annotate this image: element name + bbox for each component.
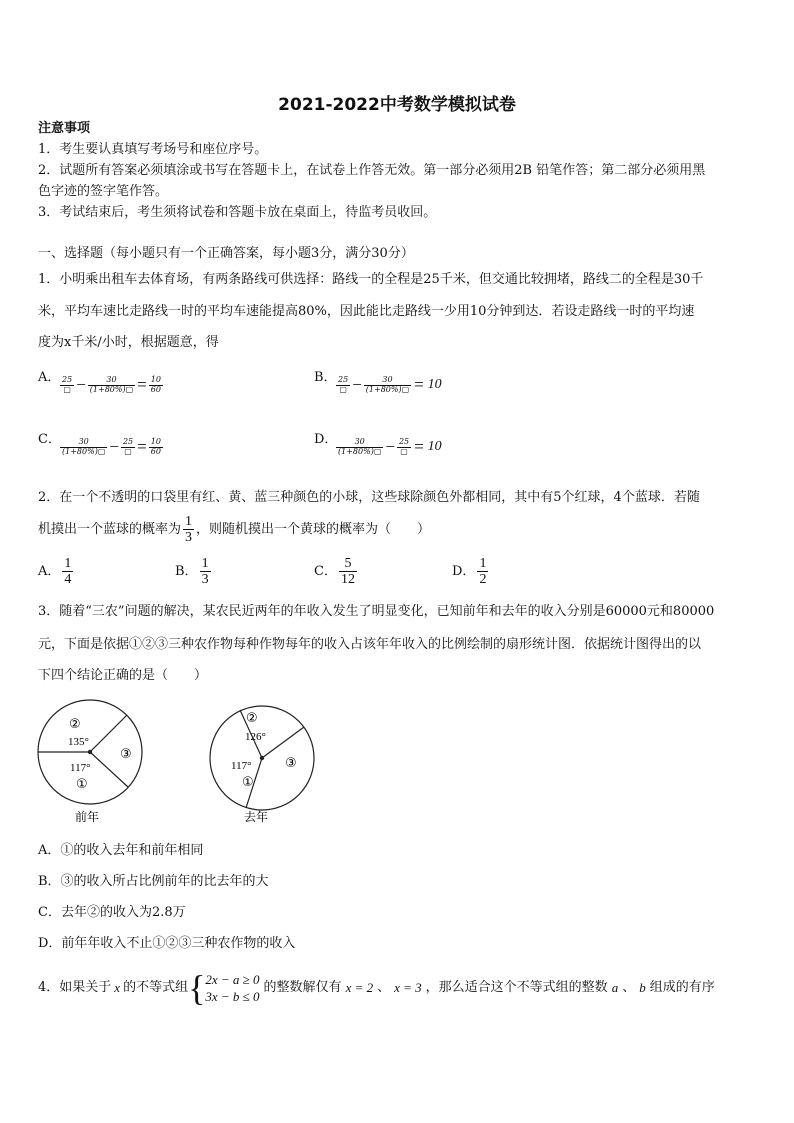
option-a[interactable]: A． $\frac{1}{4}$	[38, 556, 72, 588]
angle-label: 126°	[245, 731, 266, 743]
option-c[interactable]: C． $\frac{5}{12}$	[314, 556, 355, 588]
option-b[interactable]: B． $\frac{1}{3}$	[175, 556, 209, 588]
option-d[interactable]: D．前年年收入不止①②③三种农作物的收入	[38, 936, 296, 951]
option-b[interactable]: B．③的收入所占比例前年的比去年的大	[38, 874, 269, 889]
option-c-formula: $\frac{30}{(1+80\%)▢}$ − $\frac{25}{▢}$ = $\frac{10}{60}$	[62, 436, 161, 456]
pie-label: ①	[242, 775, 254, 790]
pie-chart-last-year	[210, 706, 314, 824]
pie-label: ②	[69, 717, 81, 732]
option-label: B．	[314, 370, 337, 385]
question-line: 下四个结论正确的是（ ）	[38, 668, 208, 683]
pie-caption: 去年	[244, 810, 269, 824]
inequality-system: 2x − a ≥ 0 3x − b ≤ 0	[205, 972, 260, 1004]
option-b-formula: $\frac{25}{▢}$ − $\frac{30}{(1+80\%)▢}$ = 10	[338, 374, 442, 394]
question-line: 度为x千米/小时，根据题意，得	[38, 335, 219, 350]
question-line: 2．在一个不透明的口袋里有红、黄、蓝三种颜色的小球，这些球除颜色外都相同，其中有5个红球，4个蓝球．若随	[38, 490, 700, 505]
angle-label: 117°	[70, 762, 91, 774]
pie-charts	[30, 695, 340, 830]
pie-label: ①	[76, 777, 88, 792]
question-line: 1．小明乘出租车去体育场，有两条路线可供选择：路线一的全程是25千米，但交通比较拥堵，路线二的全程是30千	[38, 272, 704, 287]
notice-item: 色字迹的签字笔作答。	[38, 184, 169, 199]
pie-label: ②	[246, 711, 258, 726]
option-label: C．	[38, 432, 61, 447]
option-d[interactable]: D． $\frac{1}{2}$	[452, 556, 487, 588]
pie-chart-prior-year	[38, 700, 142, 824]
pie-caption: 前年	[75, 810, 100, 824]
angle-label: 135°	[68, 736, 89, 748]
question-line: 4．如果关于 x 的不等式组 { 2x − a ≥ 0 3x − b ≤ 0 的整数解仅有 x = 2 、 x = 3 ，那么适合这个不等式组的整数 a 、 b 组成的有序	[38, 968, 715, 1008]
notice-item: 3．考试结束后，考生须将试卷和答题卡放在桌面上，待监考员收回。	[38, 205, 437, 220]
question-line: 3．随着“三农”问题的解决，某农民近两年的年收入发生了明显变化，已知前年和去年的收入分别是60000元和80000	[38, 604, 715, 619]
brace-icon: {	[188, 968, 206, 1008]
notice-heading: 注意事项	[38, 121, 91, 136]
question-line: 机摸出一个蓝球的概率为 $\frac{1}{3}$ ，则随机摸出一个黄球的概率为（ ）	[38, 514, 431, 546]
option-d-formula: $\frac{30}{(1+80\%)▢}$ − $\frac{25}{▢}$ = 10	[338, 436, 442, 456]
pie-label: ③	[120, 747, 132, 762]
notice-item: 2．试题所有答案必须填涂或书写在答题卡上，在试卷上作答无效。第一部分必须用2B 铅笔作答；第二部分必须用黑	[38, 163, 706, 178]
question-line: 米，平均车速比走路线一时的平均车速能提高80%，因此能比走路线一少用10分钟到达．若设走路线一时的平均速	[38, 304, 695, 319]
option-label: A．	[38, 370, 61, 385]
option-label: D．	[314, 432, 338, 447]
option-c[interactable]: C．去年②的收入为2.8万	[38, 905, 186, 920]
section-heading: 一、选择题（每小题只有一个正确答案，每小题3分，满分30分）	[38, 246, 414, 261]
option-a[interactable]: A．①的收入去年和前年相同	[38, 843, 204, 858]
page-title: 2021-2022中考数学模拟试卷	[278, 95, 516, 115]
pie-label: ③	[285, 756, 297, 771]
notice-item: 1．考生要认真填写考场号和座位序号。	[38, 142, 268, 157]
question-line: 元，下面是依据①②③三种农作物每种作物每年的收入占该年年收入的比例绘制的扇形统计图．依据统计图得出的以	[38, 637, 702, 652]
option-a-formula: $\frac{25}{▢}$ − $\frac{30}{(1+80\%)▢}$ = $\frac{10}{60}$	[62, 374, 161, 394]
angle-label: 117°	[231, 760, 252, 772]
